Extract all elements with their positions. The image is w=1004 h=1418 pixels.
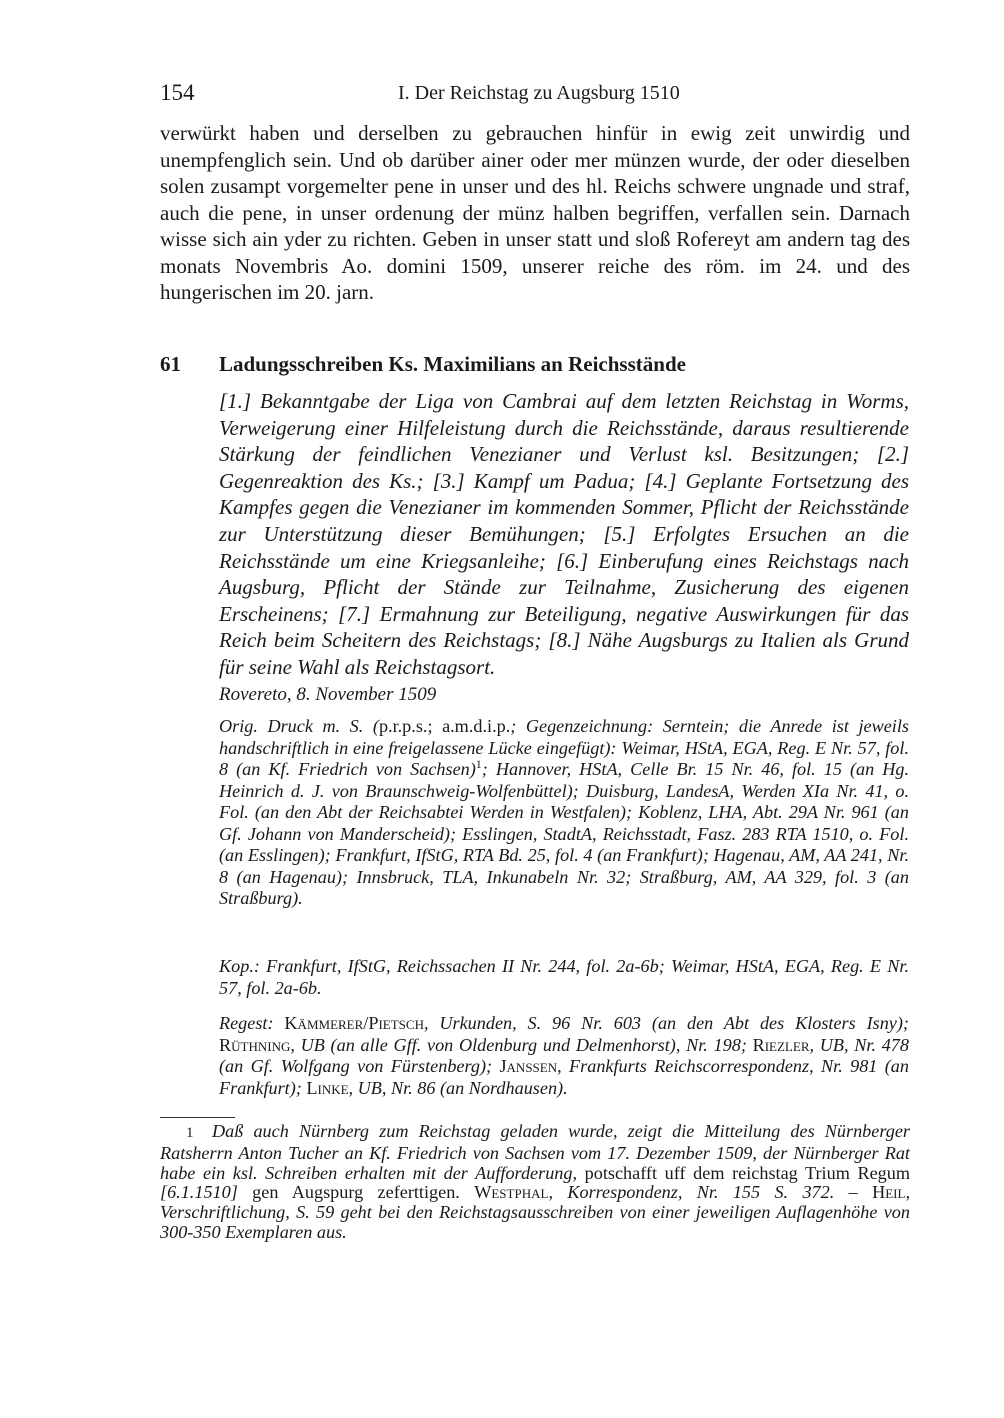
document-number: 61: [160, 352, 181, 376]
footnote-text: , Korrespondenz, Nr. 155 S. 372. –: [548, 1182, 873, 1203]
reference-text: , UB (an alle Gff. von Oldenburg und Delmenhorst), Nr. 198;: [290, 1034, 753, 1055]
copies: Kop.: Frankfurt, IfStG, Reichssachen II Nr. 244, fol. 2a-6b; Weimar, HStA, EGA, Reg. E Nr. 57, fol. 2a-6b.: [219, 956, 909, 998]
author-name: Heil: [872, 1182, 906, 1203]
footnote-text: , Verschriftlichung, S. 59 geht bei den Reichstagsausschreiben von einer jeweiligen Auflagenhöhe von 300-350 Exemplaren aus.: [160, 1182, 910, 1242]
footnote-divider: [160, 1117, 235, 1118]
author-name: Linke: [306, 1077, 349, 1098]
reference-text: , Urkunden, S. 96 Nr. 603 (an den Abt des Klosters Isny);: [423, 1013, 909, 1033]
reference-text: , Frankfurts Reichscorrespondenz, Nr. 981 (an Frankfurt);: [219, 1056, 909, 1098]
running-title: I. Der Reichstag zu Augsburg 1510: [398, 82, 680, 104]
body-paragraph: verwürkt haben und derselben zu gebrauchen hinfür in ewig zeit unwirdig und unempfenglich sein. Und ob darüber ainer oder mer münzen wurde, der oder dieselben solen zusampt vorgemelter pene in unser und des hl. Reichs schwere ungnade und straf, auch die pene, in unser ordenung der münz halben begriffen, verfallen sein. Darnach wisse sich ain yder zu richten. Geben in unser statt und sloß Rofereyt am andern tag des monats Novembris Ao. domini 1509, unserer reiche des röm. im 24. und des hungerischen im 20. jarn.: [160, 121, 910, 304]
document-title: Ladungsschreiben Ks. Maximilians an Reichsstände: [219, 352, 686, 376]
place-date: Rovereto, 8. November 1509: [219, 684, 437, 705]
regest-label: Regest:: [219, 1013, 285, 1033]
footnote-text: Daß auch Nürnberg zum Reichstag geladen wurde, zeigt die Mitteilung des Nürnberger Ratsherrn Anton Tucher an Kf. Friedrich von Sachsen vom 17. Dezember 1509, der Nürnberger Rat habe ein ksl. Schreiben erhalten mit der Aufforderung,: [160, 1121, 910, 1183]
author-name: Rüthning: [219, 1034, 291, 1055]
orig-upright-2: a.m.d.i.p.: [442, 716, 511, 736]
footnote-reference[interactable]: 1: [475, 756, 482, 771]
regest-references: [219, 1013, 909, 1099]
orig-rest: ; Hannover, HStA, Celle Br. 15 Nr. 46, fol. 15 (an Hg. Heinrich d. J. von Braunschweig-Wolfenbüttel); Duisburg, LandesA, Werden XIa Nr. 41, o. Fol. (an den Abt der Reichsabtei Werden in Westfalen); Koblenz, LHA, Abt. 29A Nr. 961 (an Gf. Johann von Manderscheid); Esslingen, StadtA, Reichsstadt, Fasz. 283 RTA 1510, o. Fol. (an Esslingen); Frankfurt, IfStG, RTA Bd. 25, fol. 4 (an Frankfurt); Hagenau, AM, AA 241, Nr. 8 (an Hagenau); Innsbruck, TLA, Inkunabeln Nr. 32; Straßburg, AM, AA 329, fol. 3 (an Straßburg).: [219, 759, 909, 908]
reference-text: , UB, Nr. 478 (an Gf. Wolfgang von Fürstenberg);: [219, 1034, 909, 1076]
author-name: Riezler: [752, 1034, 810, 1055]
footnote-quote: gen Augspurg zeferttigen.: [237, 1182, 475, 1203]
footnote: [160, 1122, 910, 1243]
orig-mid: ; Gegenzeichnung: Serntein; die Anrede ist jeweils handschriftlich in eine freigelassene Lücke eingefügt): Weimar, HStA, EGA, Reg. E Nr. 57, fol. 8 (an Kf. Friedrich von Sachsen): [219, 716, 909, 779]
page-number: 154: [160, 80, 195, 105]
orig-upright-1: p.r.p.s.;: [378, 716, 433, 736]
footnote-text: [6.1.1510]: [160, 1182, 238, 1203]
footnote-number: 1: [186, 1125, 194, 1141]
author-name: Janssen: [499, 1056, 558, 1076]
author-name: Westphal: [474, 1182, 549, 1203]
footnote-quote: potschafft uff dem reichstag Trium Regum: [577, 1162, 911, 1183]
original-sources: [219, 716, 909, 910]
document-regest: [1.] Bekanntgabe der Liga von Cambrai auf dem letzten Reichstag in Worms, Verweigerung einer Hilfeleistung durch die Reichsstände, daraus resultierende Stärkung der feindlichen Venezianer und Verlust ksl. Besitzungen; [2.] Gegenreaktion des Ks.; [3.] Kampf um Padua; [4.] Geplante Fortsetzung des Kampfes gegen die Venezianer im kommenden Sommer, Pflicht der Reichsstände zur Unterstützung dieser Bemühungen; [5.] Erfolgtes Ersuchen an die Reichsstände um eine Kriegsanleihe; [6.] Einberufung eines Reichstags nach Augsburg, Pflicht der Stände zur Teilnahme, Zusicherung des eigenen Erscheinens; [7.] Ermahnung zur Beteiligung, negative Auswirkungen für das Reich beim Scheitern des Reichstags; [8.] Nähe Augsburgs zu Italien als Grund für seine Wahl als Reichstagsort.: [219, 389, 909, 679]
body-text: [160, 120, 910, 306]
reference-text: , UB, Nr. 86 (an Nordhausen).: [348, 1077, 568, 1098]
author-name: Kämmerer/Pietsch: [284, 1013, 424, 1033]
orig-prefix: Orig. Druck m. S. (: [219, 716, 379, 736]
